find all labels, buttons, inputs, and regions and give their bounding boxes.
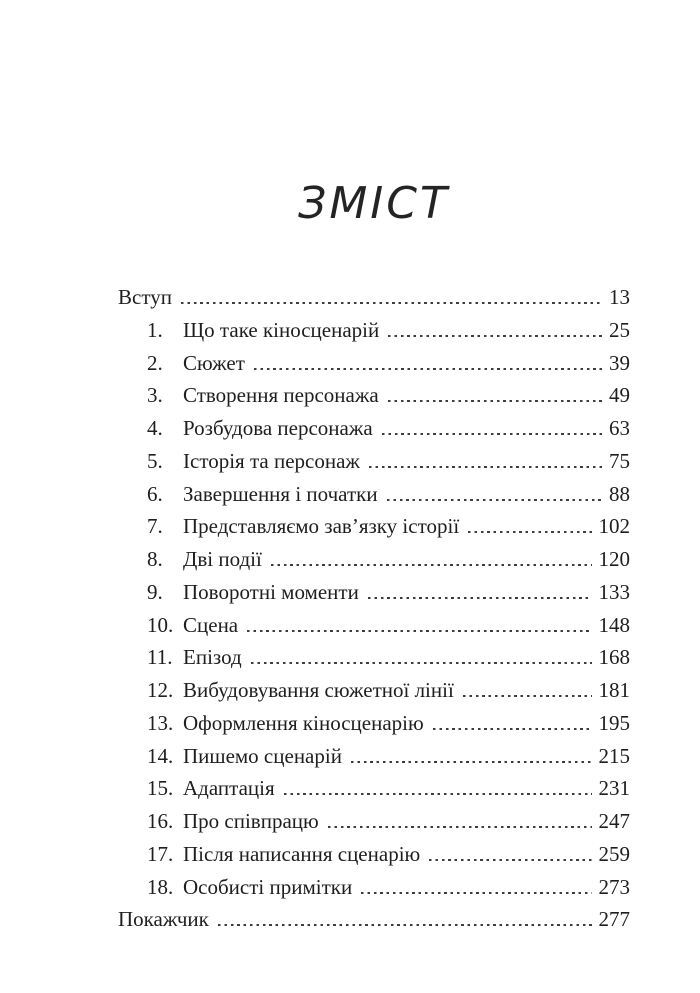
toc-entry-label: Вибудовування сюжетної лінії — [183, 678, 454, 702]
dotted-leader — [388, 335, 602, 337]
toc-entry — [118, 412, 630, 445]
table-of-contents — [118, 281, 630, 936]
toc-entry — [118, 379, 630, 412]
toc-entry-page: 148 — [598, 612, 630, 637]
toc-entry-page: 88 — [609, 481, 630, 506]
toc-entry-number: 9. — [147, 579, 163, 604]
dotted-leader — [433, 728, 592, 730]
toc-entry-number: 10. — [147, 612, 174, 637]
toc-entry-page: 277 — [598, 907, 630, 932]
page-title: ЗМІСТ — [298, 178, 450, 229]
dotted-leader — [368, 597, 592, 599]
toc-entry-label: Дві події — [183, 547, 262, 571]
toc-entry-label: Сюжет — [183, 350, 245, 375]
toc-entry-label: Розбудова персонажа — [183, 416, 373, 440]
toc-entry-page: 273 — [598, 874, 630, 899]
dotted-leader — [247, 630, 591, 632]
dotted-leader — [218, 924, 592, 926]
toc-entry-number: 2. — [147, 350, 163, 375]
toc-entry-page: 120 — [598, 547, 630, 571]
toc-entry-number: 17. — [147, 841, 174, 866]
toc-entry — [118, 445, 630, 478]
toc-entry — [118, 641, 630, 674]
toc-entry-page: 13 — [609, 285, 630, 309]
dotted-leader — [382, 433, 602, 435]
toc-entry-page: 39 — [609, 350, 630, 375]
toc-entry — [118, 478, 630, 511]
toc-entry — [118, 543, 630, 576]
toc-entry-page: 259 — [598, 841, 630, 866]
toc-entry-page: 181 — [598, 678, 630, 702]
dotted-leader — [271, 564, 592, 566]
toc-entry — [118, 674, 630, 707]
toc-entry — [118, 903, 630, 936]
toc-entry-page: 25 — [609, 317, 630, 342]
toc-entry-page: 195 — [598, 710, 630, 735]
dotted-leader — [388, 400, 602, 402]
toc-entry-number: 16. — [147, 809, 174, 833]
toc-entry-page: 215 — [598, 743, 630, 768]
toc-entry-number: 12. — [147, 678, 174, 702]
toc-entry-label: Пишемо сценарій — [183, 743, 342, 768]
dotted-leader — [463, 695, 592, 697]
dotted-leader — [351, 761, 592, 763]
dotted-leader — [387, 499, 602, 501]
toc-entry-number: 18. — [147, 874, 174, 899]
toc-entry — [118, 707, 630, 740]
toc-entry — [118, 609, 630, 642]
toc-entry-number: 5. — [147, 448, 163, 473]
dotted-leader — [468, 531, 591, 533]
toc-entry-number: 3. — [147, 383, 163, 408]
toc-entry-page: 168 — [598, 645, 630, 670]
toc-entry — [118, 740, 630, 773]
toc-entry — [118, 314, 630, 347]
toc-entry-page: 49 — [609, 383, 630, 408]
toc-entry — [118, 772, 630, 805]
toc-entry-label: Вступ — [118, 285, 172, 309]
dotted-leader — [361, 892, 591, 894]
toc-entry-label: Про співпрацю — [183, 809, 319, 833]
toc-entry-label: Що таке кіносценарій — [183, 317, 380, 342]
toc-entry-label: Представляємо зав’язку історії — [183, 514, 460, 539]
toc-entry — [118, 347, 630, 380]
dotted-leader — [369, 466, 602, 468]
toc-entry-number: 14. — [147, 743, 174, 768]
toc-entry-label: Оформлення кіносценарію — [183, 710, 424, 735]
toc-entry — [118, 576, 630, 609]
toc-entry-page: 247 — [598, 809, 630, 833]
toc-entry-number: 8. — [147, 547, 163, 571]
toc-entry — [118, 510, 630, 543]
toc-entry-label: Покажчик — [118, 907, 209, 932]
toc-entry-page: 63 — [609, 416, 630, 440]
toc-entry-number: 13. — [147, 710, 174, 735]
toc-entry — [118, 805, 630, 838]
toc-entry-label: Після написання сценарію — [183, 841, 421, 866]
toc-entry-label: Створення персонажа — [183, 383, 379, 408]
toc-entry — [118, 838, 630, 871]
toc-entry-number: 4. — [147, 416, 163, 440]
dotted-leader — [284, 793, 592, 795]
toc-entry-number: 7. — [147, 514, 163, 539]
toc-entry-label: Поворотні моменти — [183, 579, 359, 604]
dotted-leader — [254, 368, 602, 370]
dotted-leader — [328, 826, 592, 828]
toc-entry — [118, 281, 630, 314]
dotted-leader — [251, 662, 592, 664]
toc-entry-label: Історія та персонаж — [183, 448, 360, 473]
toc-entry-number: 15. — [147, 776, 174, 801]
toc-entry — [118, 871, 630, 904]
toc-entry-number: 6. — [147, 481, 163, 506]
toc-entry-label: Завершення і початки — [183, 481, 378, 506]
toc-entry-number: 11. — [147, 645, 173, 670]
toc-entry-label: Особисті примітки — [183, 874, 353, 899]
toc-entry-label: Адаптація — [183, 776, 275, 801]
toc-entry-label: Епізод — [183, 645, 242, 670]
toc-entry-page: 133 — [598, 579, 630, 604]
toc-entry-page: 231 — [598, 776, 630, 801]
toc-entry-number: 1. — [147, 317, 163, 342]
toc-entry-page: 75 — [609, 448, 630, 473]
dotted-leader — [181, 302, 602, 304]
toc-entry-label: Сцена — [183, 612, 239, 637]
dotted-leader — [429, 859, 591, 861]
toc-entry-page: 102 — [598, 514, 630, 539]
